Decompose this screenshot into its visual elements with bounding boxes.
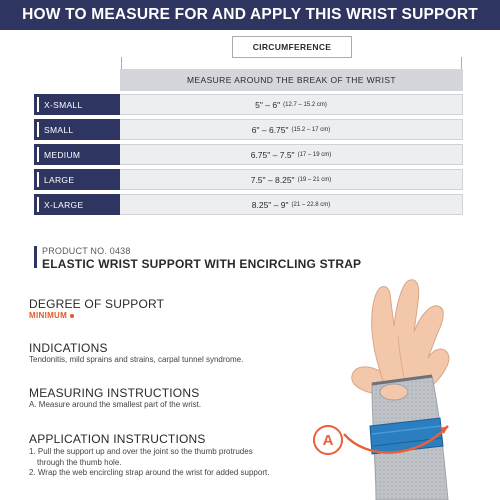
indications-text: Tendonitis, mild sprains and strains, carpal tunnel syndrome. — [29, 355, 244, 364]
size-inches: 5" – 6" — [255, 99, 281, 110]
measurement-badge: A — [313, 425, 343, 455]
support-level-text: MINIMUM — [29, 311, 68, 320]
size-value — [120, 144, 463, 165]
application-title: APPLICATION INSTRUCTIONS — [29, 432, 206, 446]
support-level-dot — [70, 314, 74, 318]
size-cm: (21 – 22.8 cm) — [291, 201, 331, 208]
indications-title: INDICATIONS — [29, 341, 108, 355]
circumference-bracket — [121, 57, 462, 69]
product-name: ELASTIC WRIST SUPPORT WITH ENCIRCLING STRAP — [42, 257, 362, 271]
size-label: X-SMALL — [34, 94, 120, 115]
size-label: X-LARGE — [34, 194, 120, 215]
size-cm: (15.2 – 17 cm) — [291, 126, 331, 133]
size-label: SMALL — [34, 119, 120, 140]
size-value — [120, 94, 463, 115]
measuring-text: A. Measure around the smallest part of the wrist. — [29, 400, 202, 409]
application-step: through the thumb hole. — [37, 457, 122, 467]
size-row-x-large — [34, 194, 463, 215]
measuring-title: MEASURING INSTRUCTIONS — [29, 386, 200, 400]
size-inches: 7.5" – 8.25" — [250, 174, 295, 185]
application-steps — [29, 447, 329, 479]
size-label: LARGE — [34, 169, 120, 190]
size-inches: 6" – 6.75" — [251, 124, 289, 135]
support-title: DEGREE OF SUPPORT — [29, 297, 165, 311]
product-accent-bar — [34, 246, 37, 268]
size-cm: (17 – 19 cm) — [297, 151, 332, 158]
thumb-hole — [380, 384, 408, 400]
size-cm: (12.7 – 15.2 cm) — [283, 101, 327, 108]
size-cm: (19 – 21 cm) — [297, 176, 332, 183]
support-level — [29, 311, 74, 320]
measure-header: MEASURE AROUND THE BREAK OF THE WRIST — [120, 69, 463, 91]
page-header-banner — [0, 0, 500, 30]
size-label: MEDIUM — [34, 144, 120, 165]
size-inches: 6.75" – 7.5" — [250, 149, 295, 160]
size-value — [120, 194, 463, 215]
size-row-small — [34, 119, 463, 140]
size-value — [120, 169, 463, 190]
size-row-large — [34, 169, 463, 190]
application-step: 2. Wrap the web encircling strap around the wrist for added support. — [29, 468, 270, 477]
page-title: HOW TO MEASURE FOR AND APPLY THIS WRIST SUPPORT — [22, 6, 478, 23]
measurement-arrow — [336, 408, 456, 468]
size-row-x-small — [34, 94, 463, 115]
product-number: PRODUCT NO. 0438 — [42, 246, 131, 256]
size-value — [120, 119, 463, 140]
size-row-medium — [34, 144, 463, 165]
circumference-label: CIRCUMFERENCE — [232, 36, 352, 58]
size-inches: 8.25" – 9" — [251, 199, 289, 210]
application-step: 1. Pull the support up and over the joint so the thumb protrudes — [29, 447, 253, 456]
